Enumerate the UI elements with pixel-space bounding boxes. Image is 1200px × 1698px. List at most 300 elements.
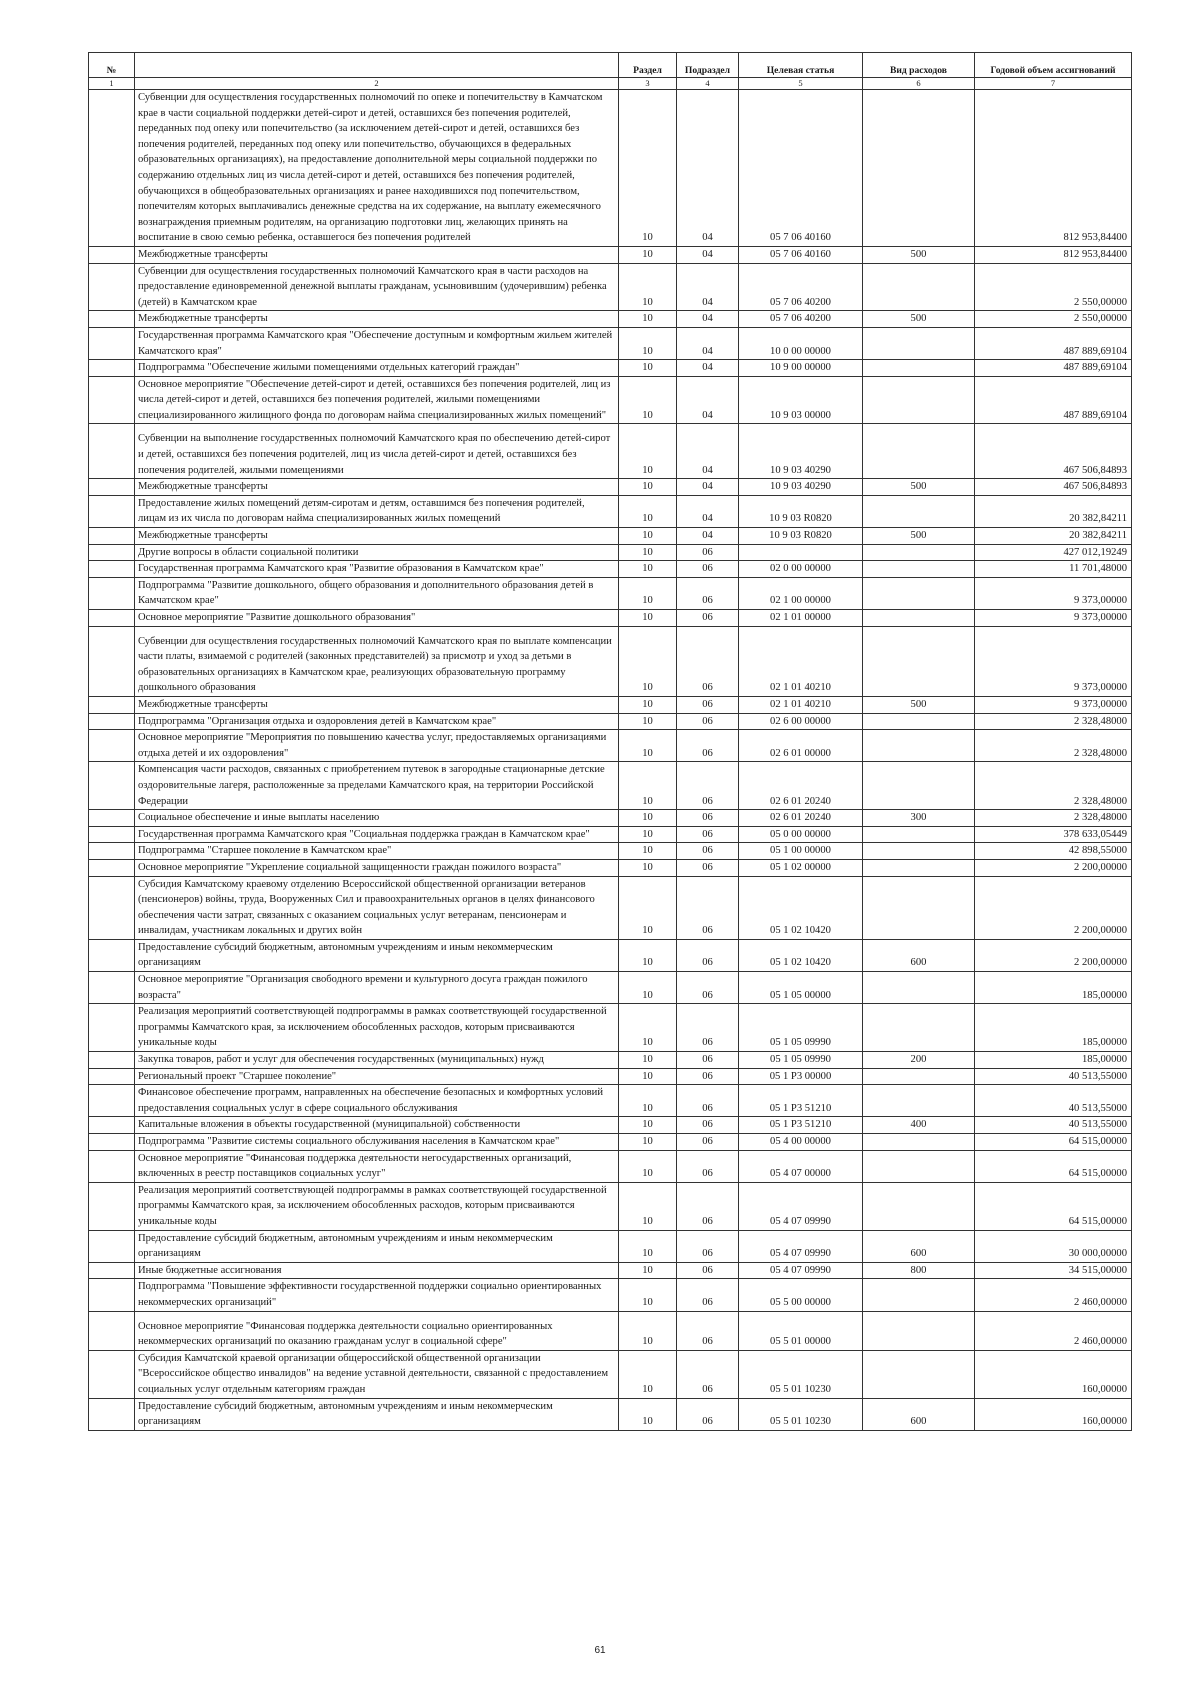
row-section-cell: 10 — [619, 1150, 677, 1182]
table-row — [89, 577, 1132, 609]
row-section-cell: 10 — [619, 810, 677, 827]
row-amount-cell: 2 550,00000 — [975, 263, 1132, 311]
row-number-cell — [89, 1150, 135, 1182]
row-subsection-cell: 06 — [677, 843, 739, 860]
row-section-cell: 10 — [619, 528, 677, 545]
row-section-cell: 10 — [619, 1085, 677, 1117]
table-row — [89, 730, 1132, 762]
row-expense-type-cell — [863, 376, 975, 424]
row-section-cell: 10 — [619, 1004, 677, 1052]
header-expense-type: Вид расходов — [863, 53, 975, 78]
row-expense-type-cell: 500 — [863, 246, 975, 263]
row-expense-type-cell: 500 — [863, 528, 975, 545]
row-section-cell: 10 — [619, 1350, 677, 1398]
row-name-cell: Подпрограмма "Развитие системы социального обслуживания населения в Камчатском крае" — [135, 1134, 619, 1151]
table-row — [89, 1150, 1132, 1182]
row-name-cell: Межбюджетные трансферты — [135, 479, 619, 496]
row-name-cell: Подпрограмма "Обеспечение жилыми помещениями отдельных категорий граждан" — [135, 360, 619, 377]
row-subsection-cell: 04 — [677, 424, 739, 479]
row-number-cell — [89, 1279, 135, 1311]
row-subsection-cell: 06 — [677, 1230, 739, 1262]
row-section-cell: 10 — [619, 843, 677, 860]
row-target-cell: 05 7 06 40160 — [739, 90, 863, 247]
table-row — [89, 972, 1132, 1004]
row-amount-cell: 185,00000 — [975, 972, 1132, 1004]
row-number-cell — [89, 713, 135, 730]
table-row — [89, 311, 1132, 328]
row-section-cell: 10 — [619, 1398, 677, 1430]
row-expense-type-cell — [863, 1004, 975, 1052]
column-number: 3 — [619, 78, 677, 90]
table-row — [89, 859, 1132, 876]
row-name-cell: Субвенции на выполнение государственных полномочий Камчатского края по обеспечению детей-сирот и детей, оставшихся без попечения родителей, лиц из числа детей-сирот и детей, оставшихся без попечения родителей, жилыми помещениями — [135, 424, 619, 479]
row-number-cell — [89, 311, 135, 328]
row-expense-type-cell — [863, 360, 975, 377]
row-target-cell: 05 5 00 00000 — [739, 1279, 863, 1311]
row-name-cell: Подпрограмма "Развитие дошкольного, общего образования и дополнительного образования детей в Камчатском крае" — [135, 577, 619, 609]
row-section-cell: 10 — [619, 1262, 677, 1279]
row-section-cell: 10 — [619, 424, 677, 479]
budget-table-sheet — [88, 52, 1131, 1431]
table-row — [89, 610, 1132, 627]
header-annual: Годовой объем ассигнований — [975, 53, 1132, 78]
row-expense-type-cell — [863, 843, 975, 860]
row-amount-cell: 427 012,19249 — [975, 544, 1132, 561]
row-expense-type-cell — [863, 1134, 975, 1151]
table-row — [89, 1085, 1132, 1117]
table-row — [89, 626, 1132, 696]
row-target-cell: 02 1 01 00000 — [739, 610, 863, 627]
row-number-cell — [89, 810, 135, 827]
row-amount-cell: 160,00000 — [975, 1398, 1132, 1430]
row-number-cell — [89, 376, 135, 424]
row-target-cell: 05 1 P3 51210 — [739, 1117, 863, 1134]
column-number: 4 — [677, 78, 739, 90]
row-section-cell: 10 — [619, 1279, 677, 1311]
row-expense-type-cell — [863, 713, 975, 730]
row-expense-type-cell — [863, 859, 975, 876]
header-name — [135, 53, 619, 78]
row-subsection-cell: 06 — [677, 626, 739, 696]
row-amount-cell: 9 373,00000 — [975, 626, 1132, 696]
row-name-cell: Субвенции для осуществления государственных полномочий по опеке и попечительству в Камчатском крае в части социальной поддержки детей-сирот и детей, оставшихся без попечения родителей, переданных под опеку или попечительство (за исключением детей-сирот и детей, оставшихся без попечения родителей, переданных под опеку или попечительство, обучающихся в федеральных образовательных организациях), на предоставление дополнительной меры социальной поддержки по содержанию отдельных лиц из числа детей-сирот и детей, оставшихся без попечения родителей, обучающихся в общеобразовательных организациях и ранее находившихся под попечительством, попечителям которых выплачивались денежные средства на их содержание, на выплату ежемесячного вознаграждения приемным родителям, на организацию подготовки лиц, желающих принять на воспитание в свою семью ребенка, оставшегося без попечения родителей — [135, 90, 619, 247]
row-section-cell: 10 — [619, 495, 677, 527]
row-number-cell — [89, 626, 135, 696]
row-target-cell: 05 5 01 10230 — [739, 1350, 863, 1398]
row-amount-cell: 30 000,00000 — [975, 1230, 1132, 1262]
row-expense-type-cell — [863, 876, 975, 939]
row-subsection-cell: 04 — [677, 528, 739, 545]
row-name-cell: Предоставление жилых помещений детям-сиротам и детям, оставшимся без попечения родителей, лицам из их числа по договорам найма специализированных жилых помещений — [135, 495, 619, 527]
row-expense-type-cell — [863, 1350, 975, 1398]
row-amount-cell: 2 200,00000 — [975, 859, 1132, 876]
row-expense-type-cell: 600 — [863, 1230, 975, 1262]
row-section-cell: 10 — [619, 327, 677, 359]
row-amount-cell: 11 701,48000 — [975, 561, 1132, 578]
table-row — [89, 1262, 1132, 1279]
row-name-cell: Реализация мероприятий соответствующей подпрограммы в рамках соответствующей государственной программы Камчатского края, за исключением обособленных расходов, которым присваиваются уникальные коды — [135, 1004, 619, 1052]
row-subsection-cell: 06 — [677, 1398, 739, 1430]
row-number-cell — [89, 843, 135, 860]
row-subsection-cell: 06 — [677, 826, 739, 843]
row-amount-cell: 185,00000 — [975, 1004, 1132, 1052]
column-number: 7 — [975, 78, 1132, 90]
row-amount-cell: 2 460,00000 — [975, 1279, 1132, 1311]
row-subsection-cell: 06 — [677, 1068, 739, 1085]
row-amount-cell: 487 889,69104 — [975, 376, 1132, 424]
row-subsection-cell: 06 — [677, 1117, 739, 1134]
table-row — [89, 1052, 1132, 1069]
row-target-cell: 05 1 02 10420 — [739, 876, 863, 939]
row-target-cell: 05 1 02 10420 — [739, 939, 863, 971]
row-target-cell: 02 1 00 00000 — [739, 577, 863, 609]
row-subsection-cell: 06 — [677, 610, 739, 627]
row-expense-type-cell: 800 — [863, 1262, 975, 1279]
row-target-cell: 05 0 00 00000 — [739, 826, 863, 843]
row-subsection-cell: 06 — [677, 696, 739, 713]
header-subsection: Подраздел — [677, 53, 739, 78]
row-subsection-cell: 04 — [677, 246, 739, 263]
row-subsection-cell: 06 — [677, 859, 739, 876]
row-subsection-cell: 06 — [677, 1150, 739, 1182]
row-target-cell: 10 0 00 00000 — [739, 327, 863, 359]
row-target-cell: 05 4 07 09990 — [739, 1182, 863, 1230]
row-expense-type-cell — [863, 1182, 975, 1230]
row-target-cell: 02 0 00 00000 — [739, 561, 863, 578]
table-row — [89, 1350, 1132, 1398]
row-subsection-cell: 06 — [677, 1182, 739, 1230]
row-section-cell: 10 — [619, 762, 677, 810]
row-name-cell: Межбюджетные трансферты — [135, 311, 619, 328]
row-amount-cell: 2 328,48000 — [975, 713, 1132, 730]
row-target-cell: 05 1 P3 00000 — [739, 1068, 863, 1085]
row-subsection-cell: 06 — [677, 972, 739, 1004]
row-number-cell — [89, 1398, 135, 1430]
row-target-cell: 10 9 03 R0820 — [739, 528, 863, 545]
row-amount-cell: 467 506,84893 — [975, 479, 1132, 496]
row-subsection-cell: 06 — [677, 1052, 739, 1069]
row-name-cell: Реализация мероприятий соответствующей подпрограммы в рамках соответствующей государственной программы Камчатского края, за исключением обособленных расходов, которым присваиваются уникальные коды — [135, 1182, 619, 1230]
row-subsection-cell: 06 — [677, 1004, 739, 1052]
row-number-cell — [89, 696, 135, 713]
row-expense-type-cell: 300 — [863, 810, 975, 827]
row-subsection-cell: 06 — [677, 810, 739, 827]
row-target-cell: 05 1 05 09990 — [739, 1052, 863, 1069]
row-expense-type-cell — [863, 1311, 975, 1350]
row-expense-type-cell — [863, 495, 975, 527]
column-number: 5 — [739, 78, 863, 90]
row-target-cell: 05 4 00 00000 — [739, 1134, 863, 1151]
row-name-cell: Государственная программа Камчатского края "Обеспечение доступным и комфортным жильем жителей Камчатского края" — [135, 327, 619, 359]
row-section-cell: 10 — [619, 1134, 677, 1151]
row-expense-type-cell: 500 — [863, 311, 975, 328]
row-number-cell — [89, 876, 135, 939]
row-section-cell: 10 — [619, 939, 677, 971]
row-name-cell: Межбюджетные трансферты — [135, 246, 619, 263]
row-section-cell: 10 — [619, 1311, 677, 1350]
row-amount-cell: 2 328,48000 — [975, 730, 1132, 762]
table-row — [89, 90, 1132, 247]
row-expense-type-cell — [863, 327, 975, 359]
table-row — [89, 713, 1132, 730]
row-target-cell: 05 4 07 09990 — [739, 1262, 863, 1279]
row-expense-type-cell — [863, 90, 975, 247]
row-number-cell — [89, 495, 135, 527]
row-expense-type-cell: 600 — [863, 939, 975, 971]
row-section-cell: 10 — [619, 577, 677, 609]
row-expense-type-cell — [863, 1150, 975, 1182]
row-subsection-cell: 06 — [677, 730, 739, 762]
row-target-cell: 02 6 01 00000 — [739, 730, 863, 762]
row-subsection-cell: 06 — [677, 1350, 739, 1398]
row-target-cell: 05 5 01 00000 — [739, 1311, 863, 1350]
row-amount-cell: 20 382,84211 — [975, 495, 1132, 527]
table-row — [89, 479, 1132, 496]
row-number-cell — [89, 1085, 135, 1117]
row-number-cell — [89, 327, 135, 359]
row-expense-type-cell — [863, 424, 975, 479]
row-amount-cell: 2 460,00000 — [975, 1311, 1132, 1350]
row-section-cell: 10 — [619, 713, 677, 730]
row-amount-cell: 40 513,55000 — [975, 1068, 1132, 1085]
row-subsection-cell: 04 — [677, 90, 739, 247]
row-amount-cell: 64 515,00000 — [975, 1182, 1132, 1230]
table-row — [89, 876, 1132, 939]
table-row — [89, 246, 1132, 263]
row-target-cell: 05 1 02 00000 — [739, 859, 863, 876]
row-number-cell — [89, 762, 135, 810]
table-row — [89, 561, 1132, 578]
row-section-cell: 10 — [619, 696, 677, 713]
row-section-cell: 10 — [619, 561, 677, 578]
table-row — [89, 1004, 1132, 1052]
row-section-cell: 10 — [619, 826, 677, 843]
row-expense-type-cell — [863, 610, 975, 627]
table-row — [89, 544, 1132, 561]
row-section-cell: 10 — [619, 360, 677, 377]
row-amount-cell: 812 953,84400 — [975, 90, 1132, 247]
row-expense-type-cell — [863, 1068, 975, 1085]
row-subsection-cell: 06 — [677, 1311, 739, 1350]
budget-allocation-table — [88, 52, 1132, 1431]
row-name-cell: Социальное обеспечение и иные выплаты населению — [135, 810, 619, 827]
row-section-cell: 10 — [619, 1182, 677, 1230]
row-expense-type-cell — [863, 626, 975, 696]
row-target-cell: 02 6 00 00000 — [739, 713, 863, 730]
row-name-cell: Государственная программа Камчатского края "Социальная поддержка граждан в Камчатском крае" — [135, 826, 619, 843]
row-name-cell: Подпрограмма "Организация отдыха и оздоровления детей в Камчатском крае" — [135, 713, 619, 730]
row-amount-cell: 34 515,00000 — [975, 1262, 1132, 1279]
row-name-cell: Субсидия Камчатской краевой организации общероссийской общественной организации "Всероссийское общество инвалидов" на ведение уставной деятельности, связанной с предоставлением социальных услуг отдельным категориям граждан — [135, 1350, 619, 1398]
row-section-cell: 10 — [619, 1068, 677, 1085]
row-amount-cell: 487 889,69104 — [975, 360, 1132, 377]
row-expense-type-cell — [863, 577, 975, 609]
column-number: 1 — [89, 78, 135, 90]
row-subsection-cell: 06 — [677, 762, 739, 810]
row-name-cell: Региональный проект "Старшее поколение" — [135, 1068, 619, 1085]
row-target-cell: 02 1 01 40210 — [739, 696, 863, 713]
row-expense-type-cell: 600 — [863, 1398, 975, 1430]
row-subsection-cell: 04 — [677, 311, 739, 328]
table-row — [89, 528, 1132, 545]
table-row — [89, 1068, 1132, 1085]
table-row — [89, 424, 1132, 479]
table-row — [89, 1398, 1132, 1430]
table-row — [89, 1117, 1132, 1134]
row-name-cell: Государственная программа Камчатского края "Развитие образования в Камчатском крае" — [135, 561, 619, 578]
row-number-cell — [89, 1068, 135, 1085]
row-target-cell: 10 9 03 40290 — [739, 479, 863, 496]
row-amount-cell: 467 506,84893 — [975, 424, 1132, 479]
row-number-cell — [89, 826, 135, 843]
row-section-cell: 10 — [619, 479, 677, 496]
table-row — [89, 1311, 1132, 1350]
row-expense-type-cell — [863, 1085, 975, 1117]
row-name-cell: Предоставление субсидий бюджетным, автономным учреждениям и иным некоммерческим организациям — [135, 939, 619, 971]
row-subsection-cell: 04 — [677, 360, 739, 377]
row-target-cell: 02 6 01 20240 — [739, 810, 863, 827]
row-expense-type-cell: 200 — [863, 1052, 975, 1069]
row-amount-cell: 160,00000 — [975, 1350, 1132, 1398]
row-subsection-cell: 06 — [677, 1134, 739, 1151]
row-number-cell — [89, 939, 135, 971]
table-header-row — [89, 53, 1132, 78]
row-expense-type-cell: 400 — [863, 1117, 975, 1134]
row-number-cell — [89, 424, 135, 479]
table-row — [89, 810, 1132, 827]
column-number: 2 — [135, 78, 619, 90]
row-section-cell: 10 — [619, 311, 677, 328]
row-amount-cell: 812 953,84400 — [975, 246, 1132, 263]
row-amount-cell: 9 373,00000 — [975, 610, 1132, 627]
row-number-cell — [89, 1311, 135, 1350]
table-row — [89, 762, 1132, 810]
row-target-cell: 10 9 03 R0820 — [739, 495, 863, 527]
row-target-cell: 05 7 06 40160 — [739, 246, 863, 263]
row-subsection-cell: 06 — [677, 1262, 739, 1279]
row-name-cell: Иные бюджетные ассигнования — [135, 1262, 619, 1279]
table-row — [89, 696, 1132, 713]
row-section-cell: 10 — [619, 1052, 677, 1069]
row-section-cell: 10 — [619, 90, 677, 247]
table-row — [89, 360, 1132, 377]
row-name-cell: Субсидия Камчатскому краевому отделению Всероссийской общественной организации ветеранов (пенсионеров) войны, труда, Вооруженных Сил и правоохранительных органов в целях финансового обеспечения части затрат, связанных с оказанием социальных услуг ветеранам, пенсионерам и инвалидам, участникам локальных и других войн — [135, 876, 619, 939]
table-row — [89, 843, 1132, 860]
column-number-row — [89, 78, 1132, 90]
row-amount-cell: 2 200,00000 — [975, 939, 1132, 971]
row-amount-cell: 487 889,69104 — [975, 327, 1132, 359]
row-name-cell: Основное мероприятие "Мероприятия по повышению качества услуг, предоставляемых организациями отдыха детей и их оздоровления" — [135, 730, 619, 762]
row-subsection-cell: 04 — [677, 263, 739, 311]
row-number-cell — [89, 90, 135, 247]
row-subsection-cell: 06 — [677, 939, 739, 971]
table-row — [89, 1134, 1132, 1151]
row-number-cell — [89, 1052, 135, 1069]
row-amount-cell: 64 515,00000 — [975, 1134, 1132, 1151]
row-expense-type-cell — [863, 826, 975, 843]
row-section-cell: 10 — [619, 246, 677, 263]
row-target-cell: 10 9 00 00000 — [739, 360, 863, 377]
row-amount-cell: 9 373,00000 — [975, 696, 1132, 713]
row-subsection-cell: 04 — [677, 479, 739, 496]
row-number-cell — [89, 1182, 135, 1230]
row-section-cell: 10 — [619, 859, 677, 876]
row-subsection-cell: 06 — [677, 876, 739, 939]
row-name-cell: Межбюджетные трансферты — [135, 696, 619, 713]
row-name-cell: Основное мероприятие "Развитие дошкольного образования" — [135, 610, 619, 627]
row-number-cell — [89, 1004, 135, 1052]
row-target-cell: 05 1 05 09990 — [739, 1004, 863, 1052]
table-row — [89, 263, 1132, 311]
row-number-cell — [89, 1117, 135, 1134]
row-number-cell — [89, 544, 135, 561]
row-number-cell — [89, 577, 135, 609]
table-row — [89, 495, 1132, 527]
row-amount-cell: 2 328,48000 — [975, 810, 1132, 827]
row-expense-type-cell — [863, 730, 975, 762]
row-number-cell — [89, 246, 135, 263]
row-subsection-cell: 06 — [677, 1085, 739, 1117]
row-expense-type-cell — [863, 561, 975, 578]
row-section-cell: 10 — [619, 1230, 677, 1262]
row-section-cell: 10 — [619, 610, 677, 627]
row-amount-cell: 20 382,84211 — [975, 528, 1132, 545]
row-number-cell — [89, 528, 135, 545]
row-target-cell — [739, 544, 863, 561]
row-number-cell — [89, 561, 135, 578]
table-row — [89, 376, 1132, 424]
row-target-cell: 05 5 01 10230 — [739, 1398, 863, 1430]
table-body — [89, 90, 1132, 1431]
table-row — [89, 1182, 1132, 1230]
table-row — [89, 939, 1132, 971]
row-name-cell: Предоставление субсидий бюджетным, автономным учреждениям и иным некоммерческим организациям — [135, 1230, 619, 1262]
row-amount-cell: 2 200,00000 — [975, 876, 1132, 939]
header-section: Раздел — [619, 53, 677, 78]
row-amount-cell: 40 513,55000 — [975, 1117, 1132, 1134]
column-number: 6 — [863, 78, 975, 90]
row-name-cell: Закупка товаров, работ и услуг для обеспечения государственных (муниципальных) нужд — [135, 1052, 619, 1069]
row-amount-cell: 185,00000 — [975, 1052, 1132, 1069]
row-amount-cell: 9 373,00000 — [975, 577, 1132, 609]
row-subsection-cell: 04 — [677, 327, 739, 359]
row-section-cell: 10 — [619, 730, 677, 762]
row-number-cell — [89, 1134, 135, 1151]
row-target-cell: 05 7 06 40200 — [739, 263, 863, 311]
row-target-cell: 10 9 03 40290 — [739, 424, 863, 479]
row-target-cell: 05 1 00 00000 — [739, 843, 863, 860]
row-number-cell — [89, 1350, 135, 1398]
row-target-cell: 02 1 01 40210 — [739, 626, 863, 696]
row-section-cell: 10 — [619, 376, 677, 424]
row-name-cell: Межбюджетные трансферты — [135, 528, 619, 545]
row-target-cell: 05 1 P3 51210 — [739, 1085, 863, 1117]
row-name-cell: Субвенции для осуществления государственных полномочий Камчатского края по выплате компенсации части платы, взимаемой с родителей (законных представителей) за присмотр и уход за детьми в образовательных организациях в Камчатском крае, реализующих образовательную программу дошкольного образования — [135, 626, 619, 696]
row-name-cell: Основное мероприятие "Укрепление социальной защищенности граждан пожилого возраста" — [135, 859, 619, 876]
row-expense-type-cell — [863, 1279, 975, 1311]
table-row — [89, 1230, 1132, 1262]
row-expense-type-cell: 500 — [863, 696, 975, 713]
row-name-cell: Основное мероприятие "Организация свободного времени и культурного досуга граждан пожилого возраста" — [135, 972, 619, 1004]
row-expense-type-cell — [863, 263, 975, 311]
row-name-cell: Компенсация части расходов, связанных с приобретением путевок в загородные стационарные детские оздоровительные лагеря, расположенные за пределами Камчатского края, на территории Российской Федерации — [135, 762, 619, 810]
row-subsection-cell: 04 — [677, 495, 739, 527]
row-section-cell: 10 — [619, 544, 677, 561]
table-row — [89, 826, 1132, 843]
row-expense-type-cell — [863, 972, 975, 1004]
row-amount-cell: 42 898,55000 — [975, 843, 1132, 860]
row-target-cell: 05 4 07 09990 — [739, 1230, 863, 1262]
